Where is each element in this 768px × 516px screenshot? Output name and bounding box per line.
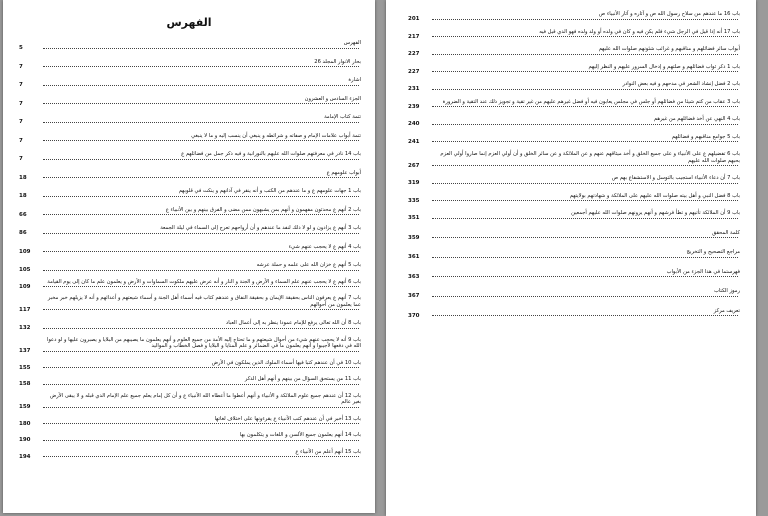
- dotted-leader: [43, 85, 359, 86]
- index-entry: [408, 29, 740, 38]
- dotted-leader: [43, 456, 359, 457]
- index-entry: [408, 99, 740, 108]
- dotted-leader: [43, 423, 359, 424]
- entry-title: باب 15 أنهم أعلم من الأنبياء ع: [295, 448, 361, 455]
- dotted-leader: [432, 141, 738, 142]
- entry-page-number: 370: [408, 312, 420, 319]
- index-entry: [19, 337, 361, 352]
- entry-title: باب 3 أنهم ع يزادون و لو لا ذلك لنفد ما عندهم و أن أرواحهم تعرج إلى السماء في ليلة الجمعة: [160, 225, 361, 231]
- entry-title: فهرستما في هذا الجزء من الأبواب: [666, 268, 740, 275]
- dotted-leader: [43, 351, 359, 352]
- index-entry: [19, 432, 361, 441]
- entry-title: مراجع التصحيح و التخريج: [686, 249, 740, 255]
- index-entry: [19, 279, 361, 288]
- dotted-leader: [43, 440, 359, 441]
- dotted-leader: [43, 270, 359, 271]
- entry-page-number: 18: [19, 174, 27, 181]
- entry-title: أبواب سائر فضائلهم و مناقبهم و غرائب شئونهم صلوات الله عليهم: [598, 46, 740, 52]
- dotted-leader: [43, 48, 359, 49]
- index-entry: [19, 376, 361, 385]
- index-entry: [19, 393, 361, 408]
- entry-title: اشارة: [348, 77, 361, 83]
- entry-title: باب 2 فضل إنشاد الشعر في مدحهم و فيه بعض النوادر: [622, 81, 740, 87]
- dotted-leader: [432, 296, 738, 297]
- dotted-leader: [432, 124, 738, 125]
- index-entry: [19, 151, 361, 160]
- index-entry: [19, 207, 361, 216]
- index-entry: [19, 77, 361, 86]
- dotted-leader: [43, 233, 359, 234]
- entry-title: باب 2 أنهم ع محدثون مفهمون و أنهم بمن يشبهون ممن مضى و الفرق بينهم و بين الأنبياء ع: [165, 206, 361, 213]
- entry-title: تعريف مركز: [713, 307, 740, 314]
- index-entry: [408, 230, 740, 239]
- entry-page-number: 7: [19, 119, 23, 125]
- index-entry: [408, 175, 740, 184]
- dotted-leader: [432, 106, 738, 107]
- index-entry: [19, 114, 361, 123]
- entry-page-number: 194: [19, 453, 31, 460]
- entry-title: باب 5 جوامع مناقبهم و فضائلهم: [671, 133, 740, 140]
- dotted-leader: [432, 71, 738, 72]
- dotted-leader: [43, 196, 359, 197]
- dotted-leader: [43, 407, 359, 408]
- entry-title: الجزء السادس و العشرون: [304, 95, 361, 102]
- dotted-leader: [432, 19, 738, 20]
- dotted-leader: [43, 122, 359, 123]
- index-entry: [19, 295, 361, 313]
- dotted-leader: [432, 54, 738, 55]
- index-entry: [19, 416, 361, 425]
- dotted-leader: [432, 89, 738, 90]
- index-entry: [19, 170, 361, 179]
- dotted-leader: [43, 66, 359, 67]
- entry-title: باب 7 أنهم ع يعرفون الناس بحقيقة الإيمان و بحقيقة النفاق و عندهم كتاب فيه أسماء أهل الجنة و أسماء شيعتهم و أعدائهم و أنه لا يزيلهم خبر مخبر عما يعلمون من أحوالهم: [47, 295, 361, 308]
- entry-title: باب 9 أنه لا يحجب عنهم شيء من أحوال شيعتهم و ما تحتاج إليه الأمة من جميع العلوم و أنهم يعلمون ما يصيبهم من البلايا و يصبرون عليها و لو دعوا الله في دفعها لأجيبوا و أنهم يعلمون ما في الضمائر و علم المنايا و البلايا و فصل الخطاب و المواليد: [46, 336, 361, 349]
- index-title: الفهرس: [166, 16, 212, 29]
- dotted-leader: [43, 286, 359, 287]
- entry-title: باب 1 ذكر ثواب فضائلهم و صلتهم و إدخال السرور عليهم و النظر إليهم: [588, 63, 740, 70]
- index-entry: [408, 46, 740, 55]
- entry-title: باب 4 أنهم ع لا يحجب عنهم شيء: [288, 243, 361, 250]
- entry-page-number: 7: [19, 82, 23, 88]
- index-entry: [19, 320, 361, 329]
- entry-page-number: 190: [19, 437, 31, 443]
- index-entry: [19, 188, 361, 197]
- entry-title: باب 6 أنهم ع لا يحجب عنهم علم السماء و الأرض و الجنة و النار و أنه عرض عليهم ملكوت السماوات و الأرض و يعلمون علم ما كان إلى يوم القيامة: [47, 278, 361, 285]
- index-entry: [408, 210, 740, 219]
- entry-page-number: 18: [19, 193, 27, 199]
- entry-title: تتمة كتاب الإمامة: [324, 114, 361, 120]
- dotted-leader: [43, 214, 359, 215]
- dotted-leader: [432, 257, 738, 258]
- entry-title: باب 16 ما عندهم من سلاح رسول الله ص و آثاره و آثار الأنبياء ص: [598, 11, 740, 17]
- entry-title: تتمة أبواب علامات الإمام و صفاته و شرائطه و ينبغي أن ينسب إليه و ما لا ينبغي: [191, 132, 361, 139]
- dotted-leader: [43, 384, 359, 385]
- entry-title: رموز الكتاب: [713, 288, 740, 294]
- entry-title: بحار الانوار المجلد 26: [314, 58, 361, 65]
- dotted-leader: [43, 328, 359, 329]
- entry-title: باب 8 أن الله تعالى يرفع للإمام عمودا ينظر به إلى أعمال العباد: [225, 320, 361, 326]
- index-entry: [19, 40, 361, 49]
- entry-title: باب 10 في أن عندهم كتبا فيها أسماء الملوك الذين يملكون في الأرض: [211, 359, 361, 366]
- entry-title: باب 9 أن الملائكة تأتيهم و تطأ فرشهم و أنهم يرونهم صلوات الله عليهم أجمعين: [571, 210, 740, 216]
- entry-page-number: 319: [408, 180, 420, 186]
- entry-page-number: 241: [408, 138, 420, 145]
- entry-page-number: 363: [408, 273, 420, 280]
- entry-title: باب 11 من يستحق السؤال من بينهم و أنهم أهل الذكر: [244, 376, 361, 382]
- dotted-leader: [43, 309, 359, 310]
- index-entries-right: [408, 11, 740, 319]
- entry-page-number: 155: [19, 364, 31, 371]
- dotted-leader: [432, 165, 738, 166]
- entry-page-number: 7: [19, 137, 23, 144]
- dotted-leader: [432, 36, 738, 37]
- entry-page-number: 335: [408, 197, 420, 204]
- entry-title: باب 17 أنه إذا قيل في الرجل شيء فلم يكن فيه و كان في ولده أو ولد ولده فهو الذي قيل فيه: [539, 28, 740, 35]
- index-entry: [19, 262, 361, 271]
- dotted-leader: [432, 218, 738, 219]
- dotted-leader: [43, 159, 359, 160]
- index-entry: [408, 81, 740, 90]
- index-entry: [408, 116, 740, 125]
- entry-page-number: 267: [408, 162, 420, 169]
- index-entry: [19, 449, 361, 458]
- index-entry: [19, 244, 361, 253]
- dotted-leader: [43, 140, 359, 141]
- index-entry: [408, 11, 740, 20]
- entry-page-number: 117: [19, 306, 31, 313]
- dotted-leader: [432, 276, 738, 277]
- index-entry: [19, 96, 361, 105]
- entry-title: باب 5 أنهم ع خزان الله على علمه و حملة عرشه: [256, 262, 361, 268]
- entry-title: باب 14 نادر في معرفتهم صلوات الله عليهم بالنورانية و فيه ذكر جمل من فضائلهم ع: [181, 151, 361, 157]
- entry-page-number: 351: [408, 215, 420, 221]
- entry-page-number: 227: [408, 51, 420, 57]
- entry-title: باب 4 النهي عن أخذ فضائلهم من غيرهم: [653, 116, 740, 122]
- entry-title: باب 7 أن دعاء الأنبياء استجيب بالتوسل و الاستشفاع بهم ص: [611, 175, 740, 181]
- entry-page-number: 86: [19, 230, 27, 236]
- index-entry: [19, 59, 361, 68]
- index-page-left: [3, 0, 375, 513]
- dotted-leader: [432, 315, 738, 316]
- index-entry: [408, 134, 740, 143]
- entry-page-number: 359: [408, 234, 420, 241]
- index-entry: [408, 308, 740, 317]
- index-entry: [408, 288, 740, 297]
- dotted-leader: [43, 367, 359, 368]
- entry-page-number: 361: [408, 254, 420, 260]
- index-entry: [19, 225, 361, 234]
- dotted-leader: [432, 183, 738, 184]
- entry-title: باب 6 تفضيلهم ع على الأنبياء و على جميع الخلق و أخذ ميثاقهم عنهم و عن الملائكة و عن سائر الخلق و أن أولي العزم إنما صاروا أولي العزم بحبهم صلوات الله عليهم: [440, 151, 740, 164]
- index-entry: [19, 133, 361, 142]
- entry-page-number: 7: [19, 63, 23, 70]
- entry-title: الفهرس: [343, 40, 361, 46]
- entry-page-number: 367: [408, 293, 420, 299]
- index-entry: [408, 151, 740, 169]
- index-entries-left: [19, 40, 361, 460]
- index-page-right: [386, 0, 756, 516]
- entry-title: باب 1 جهات علومهم ع و ما عندهم من الكتب و أنه ينقر في آذانهم و ينكت في قلوبهم: [178, 188, 361, 194]
- dotted-leader: [43, 177, 359, 178]
- index-entry: [408, 269, 740, 278]
- entry-title: كلمة المحقق: [712, 229, 740, 236]
- entry-page-number: 137: [19, 348, 31, 354]
- entry-page-number: 158: [19, 381, 31, 387]
- entry-title: باب 12 أن عندهم جميع علوم الملائكة و الأنبياء و أنهم أعطوا ما أعطاه الله الأنبياء ع و أن كل إمام يعلم جميع علم الإمام الذي قبله و لا يبقى الأرض بغير عالم: [50, 392, 361, 405]
- dotted-leader: [43, 251, 359, 252]
- entry-title: باب 8 فضل النبي و أهل بيته صلوات الله عليهم على الملائكة و شهادتهم بولايتهم: [569, 192, 740, 199]
- entry-page-number: 132: [19, 325, 31, 331]
- entry-page-number: 240: [408, 121, 420, 127]
- entry-page-number: 201: [408, 16, 420, 22]
- entry-page-number: 239: [408, 103, 420, 110]
- dotted-leader: [43, 103, 359, 104]
- entry-title: باب 13 أخبر في أن عندهم كتب الأنبياء ع يقرءونها على اختلاف لغاتها: [214, 415, 361, 422]
- entry-page-number: 227: [408, 68, 420, 75]
- entry-page-number: 7: [19, 100, 23, 107]
- index-entry: [408, 249, 740, 258]
- entry-page-number: 66: [19, 211, 27, 218]
- entry-title: باب 3 عقاب من كتم شيئا من فضائلهم أو جلس في مجلس يعابون فيه أو فضل غيرهم عليهم من غير تقية و تجويز ذلك عند التقية و الضرورة: [442, 98, 740, 105]
- dotted-leader: [432, 200, 738, 201]
- entry-page-number: 7: [19, 156, 23, 162]
- entry-page-number: 159: [19, 404, 31, 410]
- entry-page-number: 217: [408, 33, 420, 40]
- entry-page-number: 109: [19, 248, 31, 255]
- entry-page-number: 5: [19, 45, 23, 51]
- dotted-leader: [432, 237, 738, 238]
- entry-page-number: 231: [408, 86, 420, 92]
- entry-page-number: 105: [19, 267, 31, 273]
- index-entry: [19, 360, 361, 369]
- entry-title: أبواب علومهم ع: [326, 169, 361, 176]
- index-entry: [408, 193, 740, 202]
- entry-title: باب 14 أنهم يعلمون جميع الألسن و اللغات و يتكلمون بها: [239, 432, 361, 438]
- entry-page-number: 109: [19, 283, 31, 290]
- index-entry: [408, 64, 740, 73]
- entry-page-number: 180: [19, 420, 31, 427]
